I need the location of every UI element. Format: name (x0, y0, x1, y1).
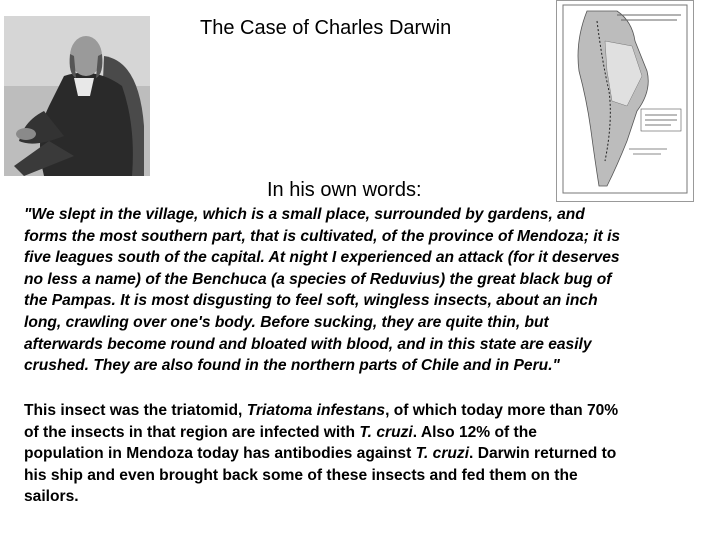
species-name: T. cruzi (415, 445, 470, 463)
species-name: Triatoma infestans (246, 402, 386, 419)
quote-line: forms the most southern part, that is cultivated, of the province of Mendoza; it is (24, 227, 621, 245)
south-america-map-image (556, 0, 694, 202)
quote-line: crushed. They are also found in the northern parts of Chile and in Peru." (24, 357, 560, 375)
subtitle: In his own words: (267, 179, 422, 201)
text-run: of the insects in that region are infected with (24, 423, 360, 441)
explanation-paragraph (24, 400, 716, 508)
text-run: , of which today more than 70% (385, 402, 619, 419)
quote-line: five leagues south of the capital. At night I experienced an attack (for it deserves (24, 249, 620, 267)
text-run: . Also 12% of the (412, 423, 537, 441)
quote-line: long, crawling over one's body. Before sucking, they are quite thin, but (24, 313, 549, 331)
darwin-portrait-image (4, 16, 150, 176)
paragraph-line: sailors. (24, 488, 79, 506)
species-name: T. cruzi (359, 423, 413, 441)
paragraph-line (24, 443, 716, 465)
text-run: . Darwin returned to (469, 445, 617, 463)
quote-line: "We slept in the village, which is a small place, surrounded by gardens, and (24, 206, 585, 223)
quote-line: the Pampas. It is most disgusting to feel soft, wingless insects, about an inch (24, 292, 598, 310)
paragraph-line: his ship and even brought back some of these insects and fed them on the (24, 466, 578, 484)
slide-title: The Case of Charles Darwin (200, 17, 452, 39)
text-run: This insect was the triatomid, (24, 402, 247, 419)
quote-line: no less a name) of the Benchuca (a species of Reduvius) the great black bug of (24, 270, 612, 288)
paragraph-line (24, 400, 716, 422)
darwin-quote (24, 204, 716, 377)
text-run: population in Mendoza today has antibodies against (24, 445, 416, 463)
paragraph-line (24, 422, 716, 444)
quote-line: afterwards become round and bloated with blood, and in this state are easily (24, 335, 592, 353)
